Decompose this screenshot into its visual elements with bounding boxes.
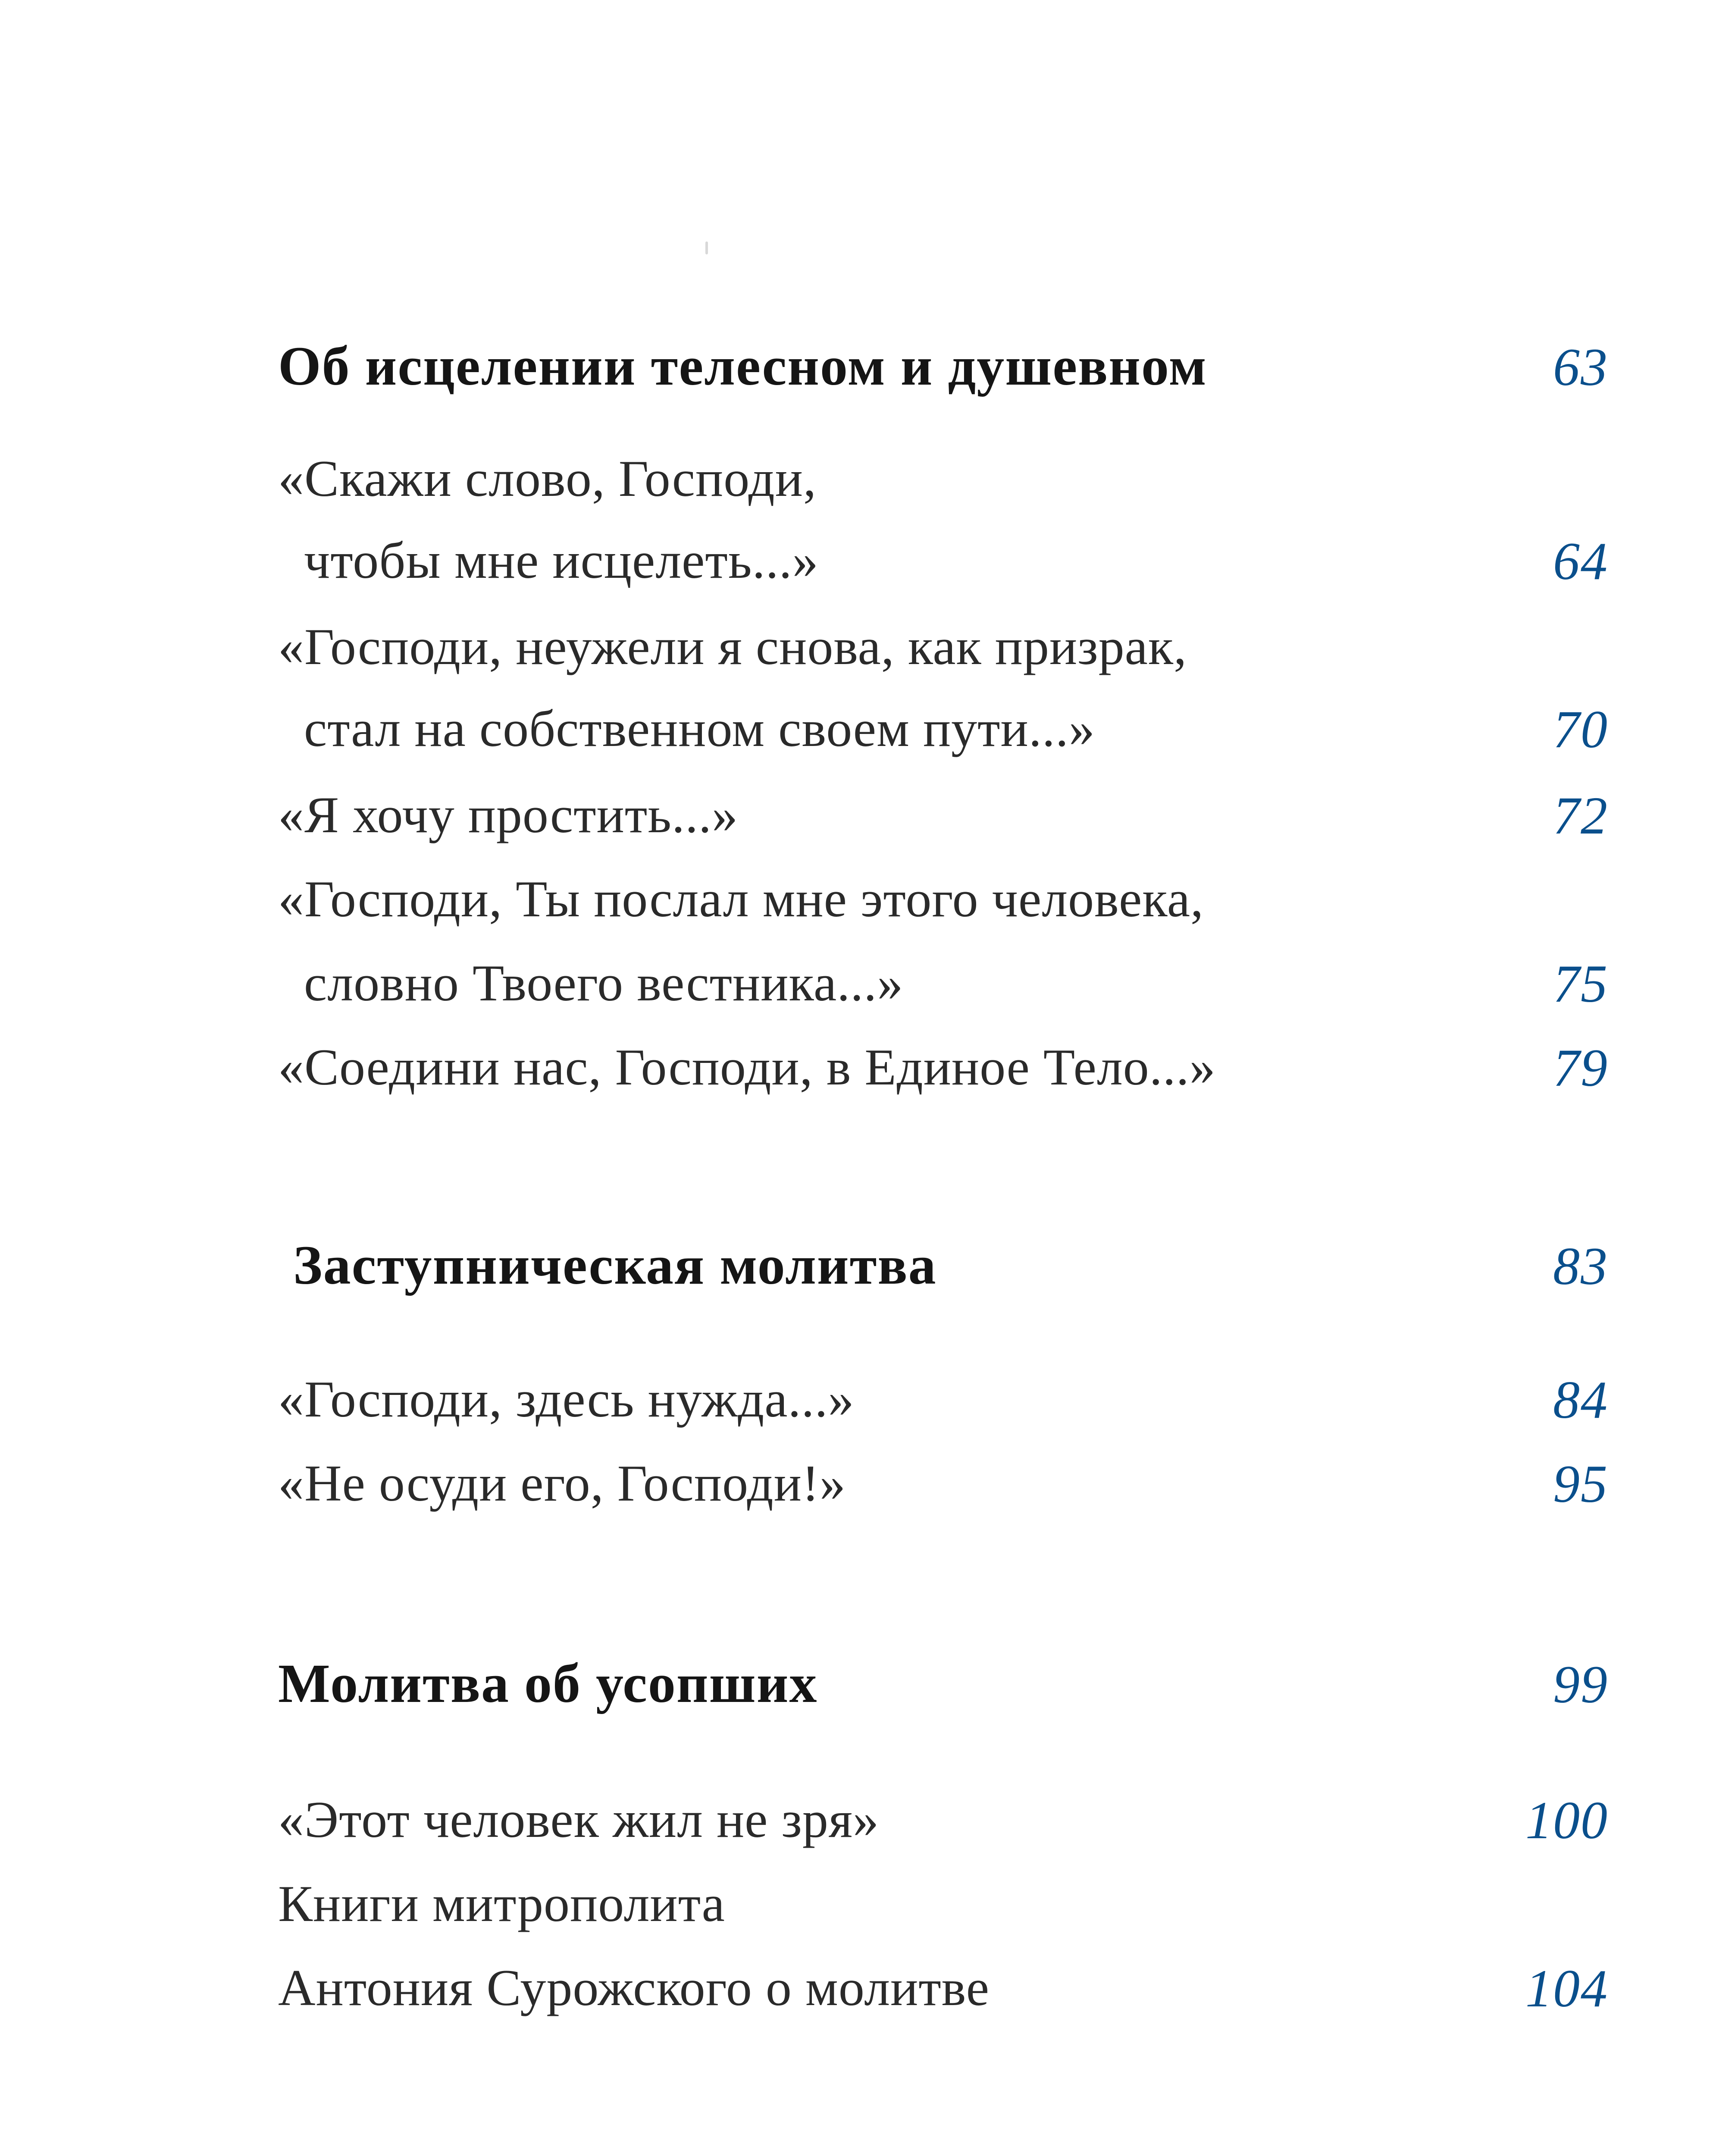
entry-line: «Господи, неужели я снова, как призрак, bbox=[278, 618, 1187, 675]
entry-line: «Я хочу простить...» bbox=[278, 786, 739, 843]
entry-page-number: 75 bbox=[1553, 954, 1608, 1013]
entry-page-number: 95 bbox=[1553, 1454, 1608, 1514]
entry-line: «Скажи слово, Господи, bbox=[278, 450, 817, 507]
entry-line: стал на собственном своем пути...» bbox=[304, 700, 1095, 757]
section-heading: Молитва об усопших bbox=[278, 1653, 818, 1714]
scan-speck bbox=[705, 241, 708, 254]
entry-line: чтобы мне исцелеть...» bbox=[304, 532, 819, 589]
entry-line: «Соедини нас, Господи, в Единое Тело...» bbox=[278, 1038, 1216, 1096]
section-page-number: 63 bbox=[1553, 338, 1608, 397]
section-page-number: 99 bbox=[1553, 1655, 1608, 1714]
entry-page-number: 70 bbox=[1553, 700, 1608, 759]
section-page-number: 83 bbox=[1553, 1237, 1608, 1296]
entry-line: «Господи, здесь нужда...» bbox=[278, 1370, 855, 1428]
entry-page-number: 72 bbox=[1553, 786, 1608, 845]
entry-line: словно Твоего вестника...» bbox=[304, 954, 904, 1012]
entry-line: «Не осуди его, Господи!» bbox=[278, 1454, 846, 1512]
section-heading: Об исцелении телесном и душевном bbox=[278, 335, 1207, 397]
entry-line: Антония Сурожского о молитве bbox=[278, 1959, 990, 2016]
entry-line: «Господи, Ты послал мне этого человека, bbox=[278, 870, 1204, 928]
entry-line: «Этот человек жил не зря» bbox=[278, 1791, 880, 1848]
section-heading: Заступническая молитва bbox=[293, 1235, 937, 1296]
entry-page-number: 84 bbox=[1553, 1370, 1608, 1429]
entry-page-number: 79 bbox=[1553, 1038, 1608, 1097]
entry-page-number: 104 bbox=[1525, 1959, 1608, 2018]
entry-page-number: 64 bbox=[1553, 532, 1608, 591]
entry-line: Книги митрополита bbox=[278, 1875, 725, 1932]
entry-page-number: 100 bbox=[1525, 1791, 1608, 1850]
